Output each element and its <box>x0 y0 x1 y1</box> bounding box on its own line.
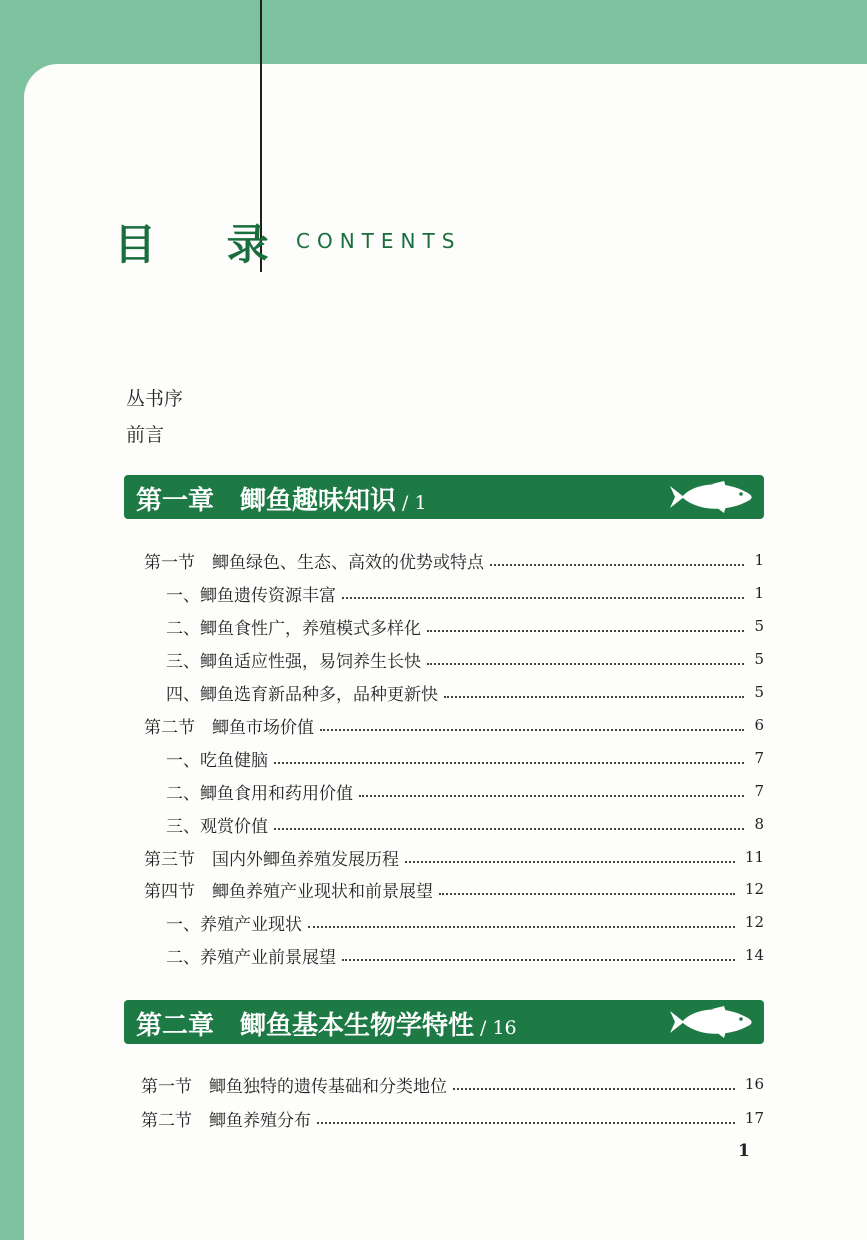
leader-dots <box>359 795 744 797</box>
toc-entry[interactable] <box>166 613 764 639</box>
fish-icon <box>668 1005 756 1039</box>
toc-entry-label: 一、鲫鱼遗传资源丰富 <box>166 585 336 606</box>
page-number: 1 <box>738 1141 750 1161</box>
fish-icon <box>668 480 756 514</box>
toc-entry-page: 12 <box>744 880 764 898</box>
chapter-page: / 16 <box>480 1017 517 1039</box>
toc-entry-label: 三、鲫鱼适应性强，易饲养生长快 <box>166 651 421 672</box>
leader-dots <box>444 696 744 698</box>
leader-dots <box>320 729 744 731</box>
leader-dots <box>308 926 735 928</box>
toc-entry[interactable] <box>144 876 764 902</box>
toc-entry[interactable] <box>141 1105 764 1131</box>
toc-entry-page: 5 <box>754 617 764 635</box>
toc-entry[interactable] <box>166 811 764 837</box>
toc-entry-page: 7 <box>754 749 764 767</box>
toc-entry[interactable] <box>144 844 764 870</box>
toc-entry-page: 17 <box>744 1109 764 1127</box>
leader-dots <box>274 762 744 764</box>
leader-dots <box>405 861 735 863</box>
toc-entry[interactable] <box>166 745 764 771</box>
toc-entry[interactable] <box>144 547 764 573</box>
toc-entry-page: 7 <box>754 782 764 800</box>
toc-entry-label: 二、鲫鱼食用和药用价值 <box>166 783 353 804</box>
toc-entry-page: 5 <box>754 650 764 668</box>
toc-entry-page: 5 <box>754 683 764 701</box>
toc-entry-page: 6 <box>754 716 764 734</box>
toc-entry-page: 1 <box>754 551 764 569</box>
chapter-banner[interactable] <box>124 1000 764 1044</box>
toc-entry[interactable] <box>166 909 764 935</box>
chapter-title: 第二章 鲫鱼基本生物学特性 <box>136 1011 475 1041</box>
toc-entry-page: 8 <box>754 815 764 833</box>
toc-entry-label: 一、养殖产业现状 <box>166 914 302 935</box>
toc-entry-label: 三、观赏价值 <box>166 816 268 837</box>
toc-entry[interactable] <box>166 580 764 606</box>
chapter-page: / 1 <box>402 492 427 514</box>
leader-dots <box>274 828 744 830</box>
toc-entry[interactable] <box>166 942 764 968</box>
toc-entry-page: 1 <box>754 584 764 602</box>
leader-dots <box>342 597 744 599</box>
toc-entry-page: 16 <box>744 1075 764 1093</box>
leader-dots <box>342 959 735 961</box>
leader-dots <box>317 1122 735 1124</box>
toc-entry-label: 四、鲫鱼选育新品种多，品种更新快 <box>166 684 438 705</box>
toc-entry-label: 第二节 鲫鱼市场价值 <box>144 717 314 738</box>
leader-dots <box>439 893 735 895</box>
toc-entry-label: 第三节 国内外鲫鱼养殖发展历程 <box>144 849 399 870</box>
front-matter-preface-series[interactable]: 丛书序 <box>126 388 184 410</box>
leader-dots <box>427 663 744 665</box>
chapter-title: 第一章 鲫鱼趣味知识 <box>136 486 397 516</box>
toc-entry-label: 一、吃鱼健脑 <box>166 750 268 771</box>
toc-entry-page: 11 <box>744 848 764 866</box>
toc-entry[interactable] <box>144 712 764 738</box>
toc-entry-label: 二、鲫鱼食性广，养殖模式多样化 <box>166 618 421 639</box>
leader-dots <box>453 1088 735 1090</box>
toc-entry[interactable] <box>166 679 764 705</box>
toc-entry-label: 第一节 鲫鱼绿色、生态、高效的优势或特点 <box>144 552 484 573</box>
chapter-banner[interactable] <box>124 475 764 519</box>
toc-entry[interactable] <box>166 646 764 672</box>
toc-entry-page: 14 <box>744 946 764 964</box>
contents-title-en: CONTENTS <box>296 229 462 253</box>
toc-entry[interactable] <box>141 1071 764 1097</box>
toc-entry-page: 12 <box>744 913 764 931</box>
toc-entry-label: 二、养殖产业前景展望 <box>166 947 336 968</box>
toc-entry-label: 第一节 鲫鱼独特的遗传基础和分类地位 <box>141 1076 447 1097</box>
leader-dots <box>490 564 744 566</box>
toc-entry-label: 第二节 鲫鱼养殖分布 <box>141 1110 311 1131</box>
contents-title-cn: 目 录 <box>114 220 297 269</box>
toc-entry[interactable] <box>166 778 764 804</box>
toc-entry-label: 第四节 鲫鱼养殖产业现状和前景展望 <box>144 881 433 902</box>
front-matter-foreword[interactable]: 前言 <box>126 424 165 446</box>
leader-dots <box>427 630 744 632</box>
